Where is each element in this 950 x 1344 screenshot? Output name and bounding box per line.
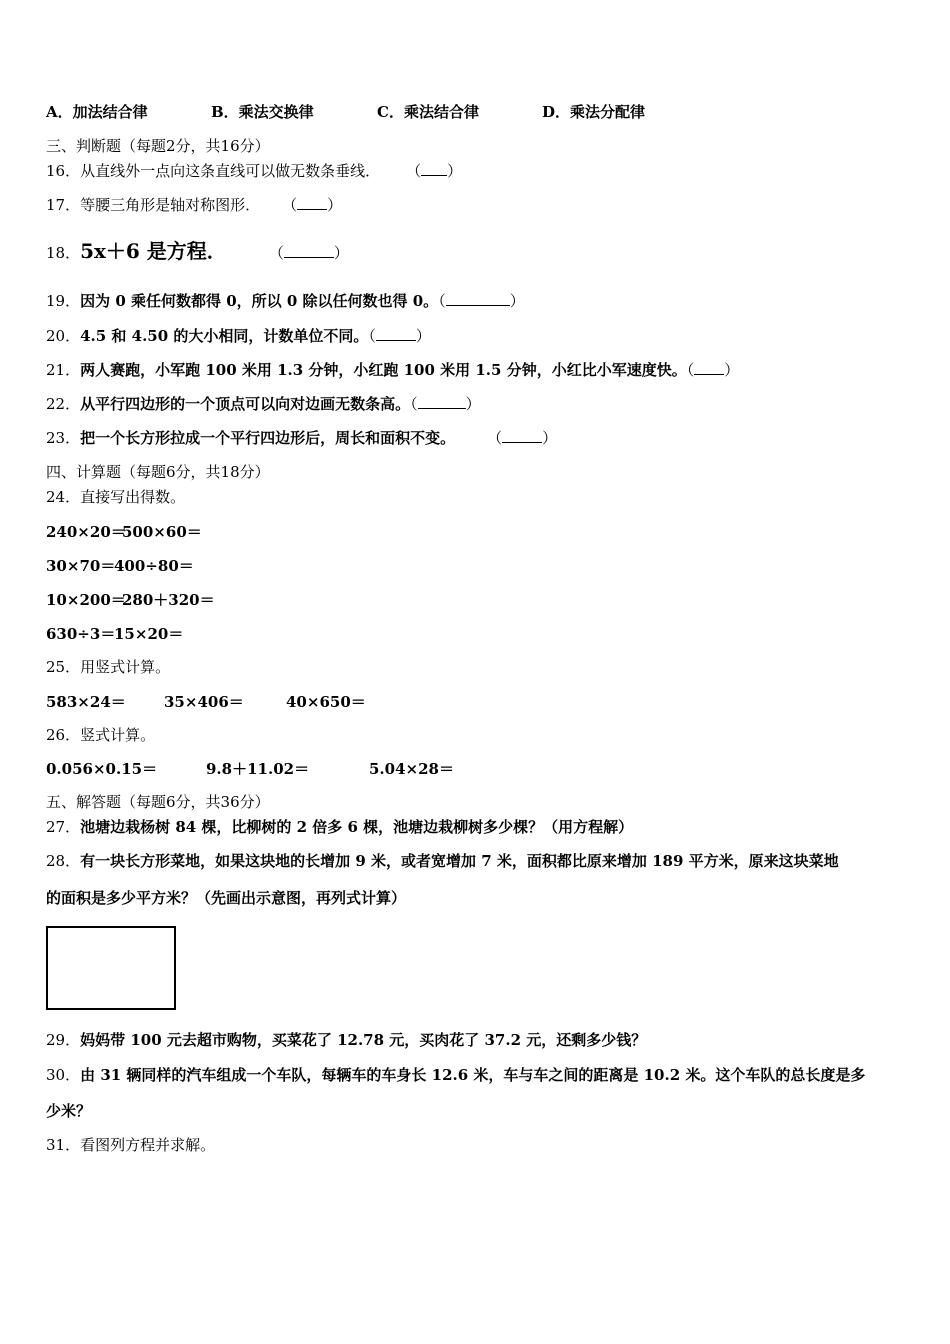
question-number: 26． — [46, 726, 81, 744]
option-a: A．加法结合律 — [46, 103, 148, 121]
question-31 — [46, 1135, 215, 1155]
question-23: 23．把一个长方形拉成一个平行四边形后，周长和面积不变。 （ ） — [46, 429, 558, 447]
question-text: 妈妈带 100 元去超市购物，买菜花了 12.78 元，买肉花了 37.2 元，还剩多少钱？ — [80, 1031, 647, 1049]
section-5-heading: 五、解答题（每题6分，共36分） — [46, 793, 270, 811]
section-4-heading: 四、计算题（每题6分，共18分） — [46, 463, 270, 481]
calc-item: 400÷80＝ — [114, 557, 194, 575]
question-number: 17． — [46, 196, 81, 214]
calc-item: 30×70＝ — [46, 557, 116, 575]
section-3-heading: 三、判断题（每题2分，共16分） — [46, 137, 270, 155]
question-number: 24． — [46, 488, 81, 506]
question-text: 因为 0 乘任何数都得 0，所以 0 除以任何数也得 0。 — [80, 292, 439, 310]
question-27 — [46, 817, 633, 837]
question-30 — [46, 1065, 865, 1085]
calc-item: 500×60＝ — [122, 523, 202, 541]
question-text: 用竖式计算。 — [80, 658, 171, 676]
question-number: 23． — [46, 429, 81, 447]
question-text: 把一个长方形拉成一个平行四边形后，周长和面积不变。 — [80, 429, 456, 447]
question-number: 27． — [46, 818, 81, 836]
question-number: 22． — [46, 395, 81, 413]
question-17: 17．等腰三角形是轴对称图形． （ ） — [46, 196, 343, 214]
question-21: 21．两人赛跑，小军跑 100 米用 1.3 分钟，小红跑 100 米用 1.5 分钟，小红比小军速度快。（ ） — [46, 361, 740, 379]
question-18: 18．5x＋6 是方程． （ ） — [46, 239, 349, 263]
question-text: 竖式计算。 — [80, 726, 156, 744]
question-text: 看图列方程并求解。 — [80, 1136, 216, 1154]
question-text: 池塘边栽杨树 84 棵，比柳树的 2 倍多 6 棵，池塘边栽柳树多少棵？（用方程解） — [80, 818, 634, 836]
question-number: 18． — [46, 244, 81, 262]
calc-item: 15×20＝ — [114, 625, 184, 643]
calc-item: 9.8＋11.02＝ — [206, 760, 310, 778]
calc-item: 583×24＝ — [46, 693, 126, 711]
question-number: 31． — [46, 1136, 81, 1154]
calc-item: 5.04×28＝ — [369, 760, 454, 778]
question-28-continued: 的面积是多少平方米？（先画出示意图，再列式计算） — [46, 889, 407, 907]
question-number: 19． — [46, 292, 81, 310]
option-c: C．乘法结合律 — [377, 103, 479, 121]
option-b: B．乘法交换律 — [211, 103, 314, 121]
question-number: 16． — [46, 162, 81, 180]
question-text: 有一块长方形菜地，如果这块地的长增加 9 米，或者宽增加 7 米，面积都比原来增加 189 平方米，原来这块菜地 — [80, 852, 839, 870]
question-text: 直接写出得数。 — [80, 488, 186, 506]
calc-item: 240×20＝ — [46, 523, 126, 541]
question-24 — [46, 487, 185, 507]
question-number: 25． — [46, 658, 81, 676]
question-26 — [46, 725, 155, 745]
answer-blank[interactable] — [297, 195, 327, 210]
question-30-continued: 少米？ — [46, 1102, 92, 1120]
answer-blank[interactable] — [418, 394, 466, 409]
calc-item: 0.056×0.15＝ — [46, 760, 158, 778]
answer-blank[interactable] — [284, 243, 334, 258]
question-20: 20．4.5 和 4.50 的大小相同，计数单位不同。（ ） — [46, 327, 431, 345]
answer-blank[interactable] — [421, 161, 447, 176]
question-text: 等腰三角形是轴对称图形． — [80, 196, 261, 214]
answer-blank[interactable] — [376, 326, 416, 341]
question-29 — [46, 1030, 646, 1050]
question-28 — [46, 851, 839, 871]
question-25 — [46, 657, 170, 677]
calc-item: 35×406＝ — [164, 693, 244, 711]
question-text: 两人赛跑，小军跑 100 米用 1.3 分钟，小红跑 100 米用 1.5 分钟，小红比小军速度快。 — [80, 361, 687, 379]
question-19: 19．因为 0 乘任何数都得 0，所以 0 除以任何数也得 0。（ ） — [46, 292, 525, 310]
question-number: 28． — [46, 852, 81, 870]
question-text: 4.5 和 4.50 的大小相同，计数单位不同。 — [80, 327, 369, 345]
question-number: 29． — [46, 1031, 81, 1049]
question-text: 从直线外一点向这条直线可以做无数条垂线． — [80, 162, 381, 180]
question-text: 5x＋6 是方程． — [80, 239, 227, 263]
question-22: 22．从平行四边形的一个顶点可以向对边画无数条高。（ ） — [46, 395, 481, 413]
calc-item: 630÷3＝ — [46, 625, 116, 643]
question-number: 21． — [46, 361, 81, 379]
question-text: 由 31 辆同样的汽车组成一个车队，每辆车的车身长 12.6 米，车与车之间的距离是 10.2 米。这个车队的总长度是多 — [80, 1066, 866, 1084]
calc-item: 280＋320＝ — [122, 591, 215, 609]
question-number: 30． — [46, 1066, 81, 1084]
calc-item: 10×200＝ — [46, 591, 126, 609]
option-d: D．乘法分配律 — [542, 103, 646, 121]
question-16: 16．从直线外一点向这条直线可以做无数条垂线． （ ） — [46, 162, 463, 180]
answer-blank[interactable] — [446, 291, 510, 306]
diagram-box — [46, 926, 176, 1010]
answer-blank[interactable] — [502, 428, 542, 443]
question-number: 20． — [46, 327, 81, 345]
answer-blank[interactable] — [694, 360, 724, 375]
question-text: 从平行四边形的一个顶点可以向对边画无数条高。 — [80, 395, 411, 413]
calc-item: 40×650＝ — [286, 693, 366, 711]
